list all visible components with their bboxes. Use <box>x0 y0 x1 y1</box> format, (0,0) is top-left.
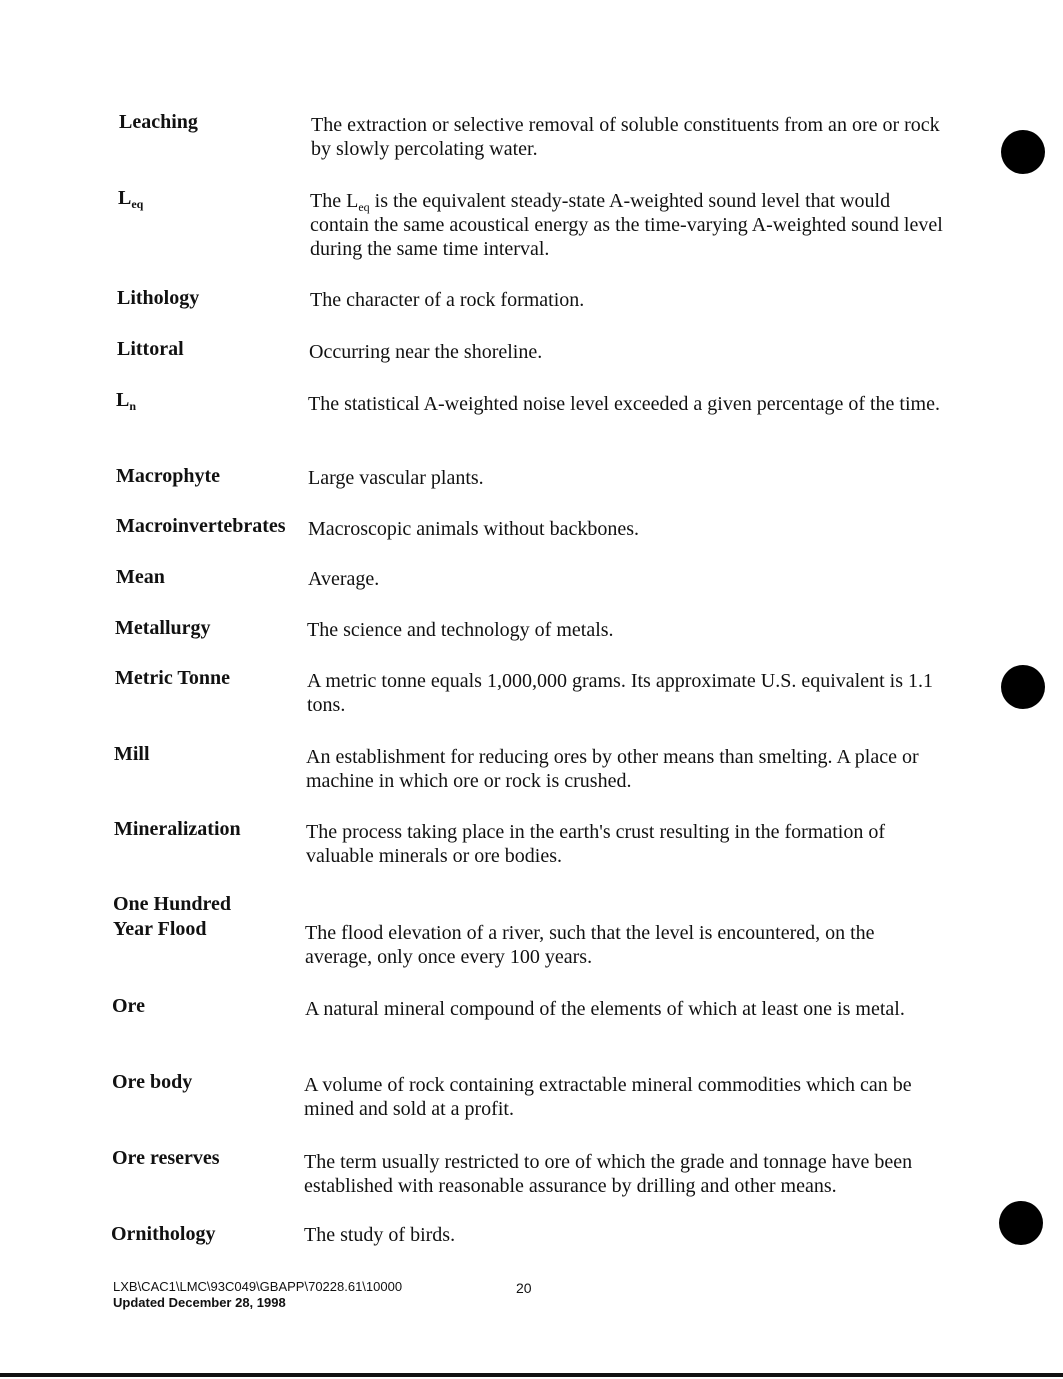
definition-macroinvertebrates: Macroscopic animals without backbones. <box>308 518 640 540</box>
term-littoral: Littoral <box>117 338 184 360</box>
term-mill: Mill <box>114 743 150 765</box>
definition-ore: A natural mineral compound of the elements of which at least one is metal. <box>305 998 905 1020</box>
term-macrophyte: Macrophyte <box>116 465 221 487</box>
definition-leaching: The extraction or selective removal of soluble constituents from an ore or rock by slowly percolating water. <box>311 114 940 160</box>
term-ore: Ore <box>112 995 145 1017</box>
definition-leq: The $L_{eq}$ is the equivalent steady-state A-weighted sound level that would contain the same acoustical energy as the time-varying A-weighted sound level during the same time interval. <box>310 190 943 260</box>
term-leaching: Leaching <box>119 111 198 133</box>
term-one-hundred-year-flood: One Hundred Year Flood <box>113 893 231 940</box>
definition-metallurgy: The science and technology of metals. <box>307 619 614 641</box>
bottom-rule <box>0 1373 1063 1377</box>
footer-updated: Updated December 28, 1998 <box>113 1295 286 1310</box>
definition-metric-tonne: A metric tonne equals 1,000,000 grams. Its approximate U.S. equivalent is 1.1 tons. <box>307 670 933 716</box>
term-ore-body: Ore body <box>112 1071 193 1093</box>
footer-path: LXB\CAC1\LMC\93C049\GBAPP\70228.61\10000 <box>113 1279 403 1294</box>
definition-ln: The statistical A-weighted noise level exceeded a given percentage of the time. <box>308 393 940 415</box>
term-ln: $L_n$ <box>116 389 137 413</box>
definition-mean: Average. <box>308 568 380 590</box>
term-metallurgy: Metallurgy <box>115 617 211 639</box>
page-number: 20 <box>516 1280 532 1296</box>
definition-mill: An establishment for reducing ores by other means than smelting. A place or machine in which ore or rock is crushed. <box>306 746 919 792</box>
term-ornithology: Ornithology <box>111 1223 216 1245</box>
definition-mineralization: The process taking place in the earth's crust resulting in the formation of valuable minerals or ore bodies. <box>306 821 885 867</box>
term-mean: Mean <box>116 566 165 588</box>
term-metric-tonne: Metric Tonne <box>115 667 230 689</box>
term-lithology: Lithology <box>117 287 200 309</box>
definition-littoral: Occurring near the shoreline. <box>309 341 543 363</box>
term-mineralization: Mineralization <box>114 818 241 840</box>
definition-ore-body: A volume of rock containing extractable mineral commodities which can be mined and sold at a profit. <box>304 1074 912 1120</box>
term-macroinvertebrates: Macroinvertebrates <box>116 515 286 537</box>
term-ore-reserves: Ore reserves <box>112 1147 220 1169</box>
definition-ornithology: The study of birds. <box>304 1224 456 1246</box>
definition-macrophyte: Large vascular plants. <box>308 467 484 489</box>
definition-ore-reserves: The term usually restricted to ore of which the grade and tonnage have been established with reasonable assurance by drilling and other means. <box>304 1151 913 1197</box>
definition-one-hundred-year-flood: The flood elevation of a river, such that the level is encountered, on the average, only once every 100 years. <box>305 922 875 968</box>
term-leq: $L_{eq}$ <box>118 187 144 211</box>
binder-hole-icon <box>1001 130 1045 174</box>
binder-hole-icon <box>1001 665 1045 709</box>
binder-hole-icon <box>999 1201 1043 1245</box>
definition-lithology: The character of a rock formation. <box>310 289 585 311</box>
